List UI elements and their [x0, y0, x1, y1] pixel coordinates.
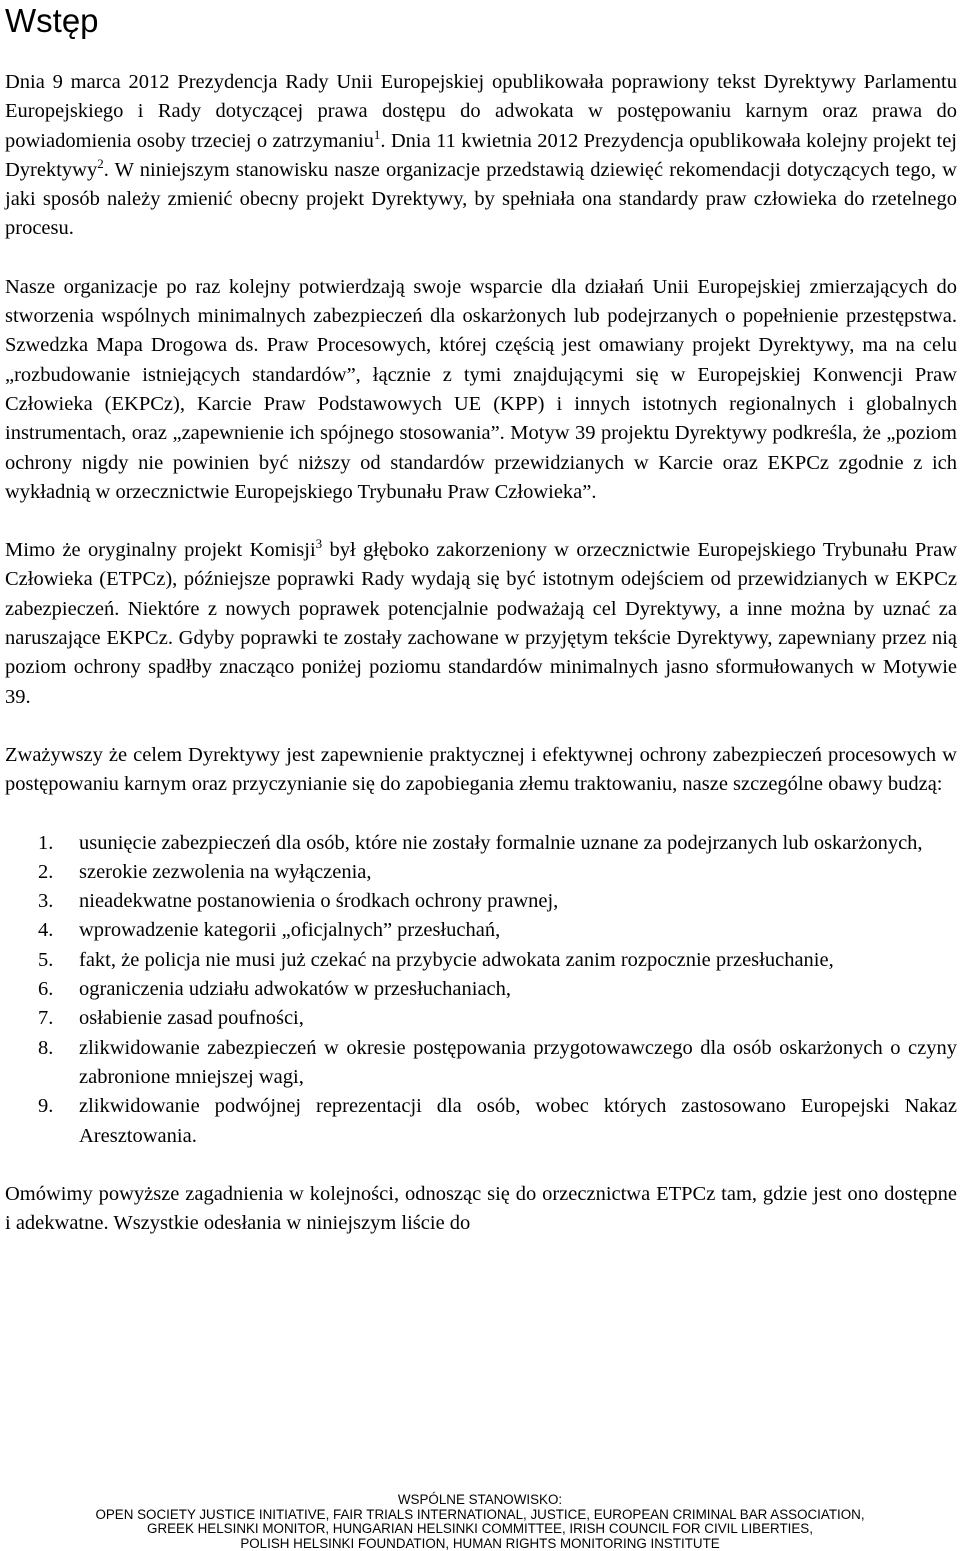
footer-organizations-line: GREEK HELSINKI MONITOR, HUNGARIAN HELSINKI COMMITTEE, IRISH COUNCIL FOR CIVIL LIBERTIES, — [0, 1522, 960, 1537]
document-page — [5, 0, 957, 1238]
footer-organizations-line: POLISH HELSINKI FOUNDATION, HUMAN RIGHTS MONITORING INSTITUTE — [0, 1537, 960, 1551]
paragraph-commission — [5, 536, 957, 712]
list-item — [5, 946, 957, 975]
list-item-number: 7. — [38, 1004, 53, 1033]
list-item-number: 4. — [38, 916, 53, 945]
footnote-ref-3[interactable]: 3 — [316, 536, 323, 551]
footer-organizations-line: OPEN SOCIETY JUSTICE INITIATIVE, FAIR TRIALS INTERNATIONAL, JUSTICE, EUROPEAN CRIMINAL BAR ASSOCIATION, — [0, 1508, 960, 1523]
list-item-number: 3. — [38, 887, 53, 916]
list-item — [5, 916, 957, 945]
list-item-text: osłabienie zasad poufności, — [79, 1007, 304, 1029]
list-item-text: fakt, że policja nie musi już czekać na przybycie adwokata zanim rozpocznie przesłuchanie, — [79, 949, 834, 971]
list-item-text: usunięcie zabezpieczeń dla osób, które nie zostały formalnie uznane za podejrzanych lub oskarżonych, — [79, 832, 923, 854]
list-item — [5, 1092, 957, 1151]
paragraph-text: był głęboko zakorzeniony w orzecznictwie Europejskiego Trybunału Praw Człowieka (ETPCz), późniejsze poprawki Rady wydają się być istotnym odejściem od przewidzianych w EKPCz zabezpieczeń. Niektóre z nowych poprawek potencjalnie podważają cel Dyrektywy, a inne można by uznać za naruszające EKPCz. Gdyby poprawki te zostały zachowane w przyjętym tekście Dyrektywy, zapewniany przez nią poziom ochrony spadłby znacząco poniżej poziomu standardów minimalnych jasno sformułowanych w Motywie 39. — [5, 539, 957, 707]
paragraph-concerns-intro: Zważywszy że celem Dyrektywy jest zapewnienie praktycznej i efektywnej ochrony zabezpieczeń procesowych w postępowaniu karnym oraz przyczynianie się do zapobiegania złemu traktowaniu, nasze szczególne obawy budzą: — [5, 741, 957, 800]
paragraph-closing: Omówimy powyższe zagadnienia w kolejności, odnosząc się do orzecznictwa ETPCz tam, gdzie jest ono dostępne i adekwatne. Wszystkie odesłania w niniejszym liście do — [5, 1180, 957, 1239]
paragraph-support: Nasze organizacje po raz kolejny potwierdzają swoje wsparcie dla działań Unii Europejskiej zmierzających do stworzenia wspólnych minimalnych zabezpieczeń dla oskarżonych lub podejrzanych o popełnienie przestępstwa. Szwedzka Mapa Drogowa ds. Praw Procesowych, której częścią jest omawiany projekt Dyrektywy, ma na celu „rozbudowanie istniejących standardów”, łącznie z tymi znajdującymi się w Europejskiej Konwencji Praw Człowieka (EKPCz), Karcie Praw Podstawowych UE (KPP) i innych istotnych regionalnych i globalnych instrumentach, oraz „zapewnienie ich spójnego stosowania”. Motyw 39 projektu Dyrektywy podkreśla, że „poziom ochrony nigdy nie powinien być niższy od standardów przewidzianych w Karcie oraz EKPCz zgodnie z ich wykładnią w orzecznictwie Europejskiego Trybunału Praw Człowieka”. — [5, 273, 957, 507]
concerns-list — [5, 829, 957, 1151]
footnote-ref-1[interactable]: 1 — [374, 127, 381, 142]
list-item — [5, 975, 957, 1004]
page-footer — [0, 1493, 960, 1551]
paragraph-text: Mimo że oryginalny projekt Komisji — [5, 539, 316, 561]
list-item — [5, 829, 957, 858]
paragraph-text: . Dnia 11 kwietnia 2012 Prezydencja opublikowała kolejny projekt tej Dyrektywy — [5, 130, 957, 181]
list-item-text: ograniczenia udziału adwokatów w przesłuchaniach, — [79, 978, 511, 1000]
footnote-ref-2[interactable]: 2 — [97, 156, 104, 171]
list-item-text: zlikwidowanie zabezpieczeń w okresie postępowania przygotowawczego dla osób oskarżonych o czyny zabronione mniejszej wagi, — [79, 1037, 957, 1088]
paragraph-intro — [5, 68, 957, 244]
list-item — [5, 887, 957, 916]
list-item — [5, 1004, 957, 1033]
list-item-text: zlikwidowanie podwójnej reprezentacji dla osób, wobec których zastosowano Europejski Nakaz Aresztowania. — [79, 1095, 957, 1146]
list-item-number: 6. — [38, 975, 53, 1004]
list-item-number: 2. — [38, 858, 53, 887]
paragraph-text: Dnia 9 marca 2012 Prezydencja Rady Unii Europejskiej opublikowała poprawiony tekst Dyrektywy Parlamentu Europejskiego i Rady dotyczącej prawa dostępu do adwokata w postępowaniu karnym oraz prawa do powiadomienia osoby trzeciej o zatrzymaniu — [5, 71, 957, 152]
section-heading: Wstęp — [5, 0, 957, 40]
list-item — [5, 1034, 957, 1093]
list-item-text: nieadekwatne postanowienia o środkach ochrony prawnej, — [79, 890, 558, 912]
list-item-number: 5. — [38, 946, 53, 975]
list-item — [5, 858, 957, 887]
list-item-text: wprowadzenie kategorii „oficjalnych” przesłuchań, — [79, 919, 500, 941]
paragraph-text: . W niniejszym stanowisku nasze organizacje przedstawią dziewięć rekomendacji dotyczących tego, w jaki sposób należy zmienić obecny projekt Dyrektywy, by spełniała ona standardy praw człowieka do rzetelnego procesu. — [5, 159, 957, 240]
footer-title: WSPÓLNE STANOWISKO: — [0, 1493, 960, 1508]
list-item-number: 8. — [38, 1034, 53, 1063]
list-item-text: szerokie zezwolenia na wyłączenia, — [79, 861, 372, 883]
list-item-number: 1. — [38, 829, 53, 858]
list-item-number: 9. — [38, 1092, 53, 1121]
